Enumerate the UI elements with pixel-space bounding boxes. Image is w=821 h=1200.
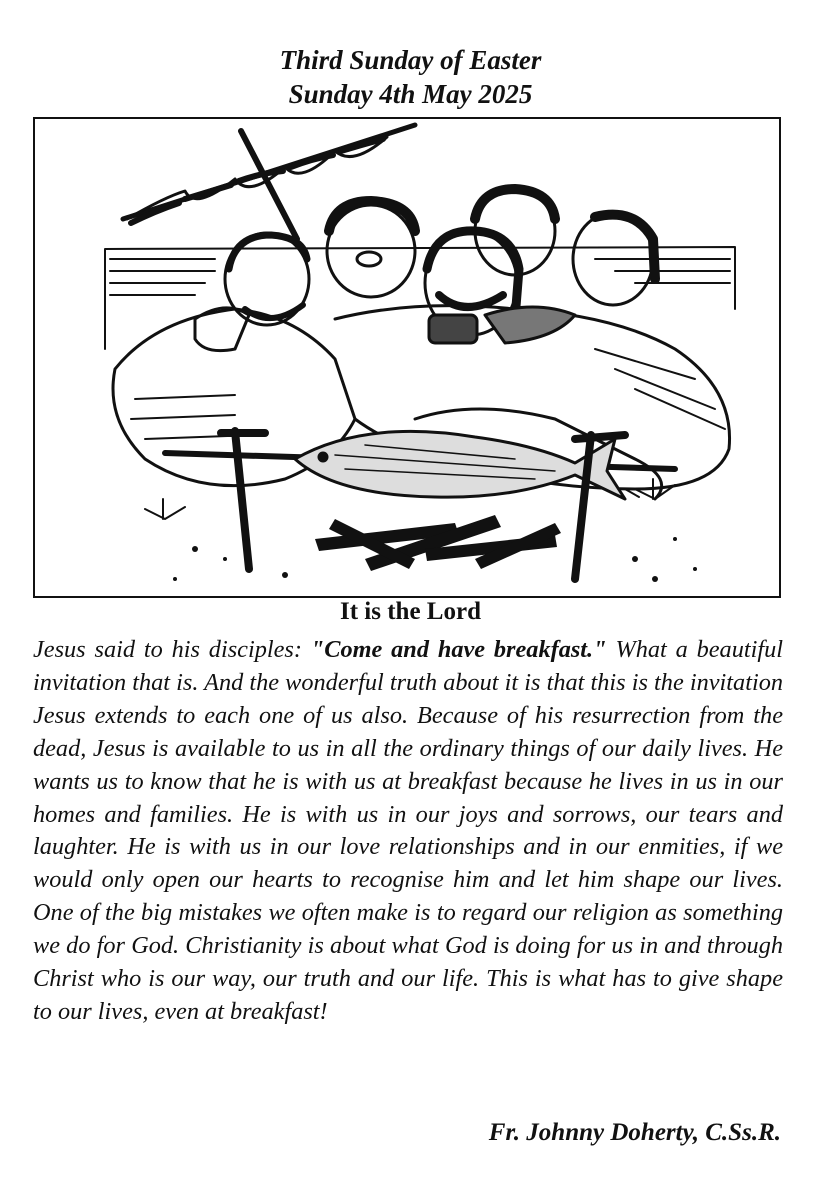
page-date: Sunday 4th May 2025	[288, 79, 533, 109]
illustration-frame	[33, 117, 781, 598]
page-title: Third Sunday of Easter	[279, 45, 542, 75]
reflection-text: What a beautiful invitation that is. And the wonderful truth about it is that this is the invitation Jesus extends to each one of us also. Because of his resurrection from the dead, Jesus is available to us in all the ordinary things of our daily lives. He wants us to know that he is with us at breakfast because he lives in us in our homes and families. He is with us in our joys and sorrows, our tears and laughter. He is with us in our love relationships and in our enmities, if we would only open our hearts to recognise him and let him shape our lives. One of the big mistakes we often make is to regard our religion as something we do for God. Christianity is about what God is doing for us in and through Christ who is our way, our truth and our life. This is what has to give shape to our lives, even at breakfast!	[33, 636, 783, 1025]
reflection-quote: "Come and have breakfast."	[310, 636, 607, 663]
author-signature: Fr. Johnny Doherty, C.Ss.R.	[488, 1119, 781, 1146]
breakfast-on-the-shore-illustration	[35, 119, 779, 596]
reflection-intro: Jesus said to his disciples:	[33, 636, 311, 663]
awning-drawing	[123, 125, 415, 239]
reflection-paragraph	[33, 634, 783, 1029]
illustration-caption: It is the Lord	[340, 598, 481, 625]
disciple-heads-drawing	[225, 187, 655, 335]
